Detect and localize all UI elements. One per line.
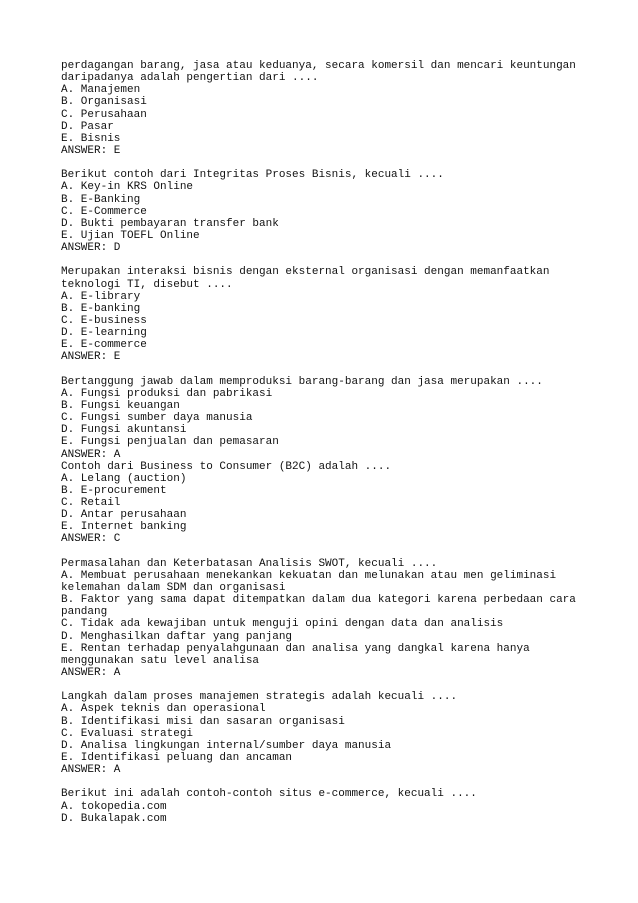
answer-option: D. Antar perusahaan [61,509,187,522]
question-stem-line: teknologi TI, disebut .... [61,278,233,291]
answer-option: E. Fungsi penjualan dan pemasaran [61,436,279,449]
question-stem-line: Berikut contoh dari Integritas Proses Bisnis, kecuali .... [61,169,444,182]
answer-option: D. Pasar [61,120,114,133]
answer-option: D. Menghasilkan daftar yang panjang [61,630,293,643]
question-block [61,558,581,679]
answer-option: B. Faktor yang sama dapat ditempatkan dalam dua kategori karena perbedaan cara [61,594,576,607]
answer-option: E. Identifikasi peluang dan ancaman [61,752,293,765]
answer-option: B. Organisasi [61,96,147,109]
question-block [61,376,581,461]
answer-option: C. Perusahaan [61,108,147,121]
answer-option: B. E-Banking [61,193,141,206]
answer-option: D. Bukti pembayaran transfer bank [61,217,279,230]
answer-option: B. Identifikasi misi dan sasaran organisasi [61,715,345,728]
question-stem-line: Contoh dari Business to Consumer (B2C) adalah .... [61,460,392,473]
answer-option: A. E-library [61,290,141,303]
question-stem-line: daripadanya adalah pengertian dari .... [61,72,319,85]
answer-key: ANSWER: E [61,144,121,157]
question-block [61,60,581,157]
question-block [61,266,581,363]
answer-option: A. Membuat perusahaan menekankan kekuatan dan melunakan atau men geliminasi [61,569,557,582]
answer-key: ANSWER: A [61,667,121,680]
answer-option: E. Internet banking [61,521,187,534]
question-stem-line: Langkah dalam proses manajemen strategis adalah kecuali .... [61,691,458,704]
answer-option: E. Ujian TOEFL Online [61,229,200,242]
answer-option: D. Fungsi akuntansi [61,424,187,437]
question-block [61,691,581,776]
question-block [61,169,581,254]
answer-option: C. E-Commerce [61,205,147,218]
answer-option: D. E-learning [61,327,147,340]
question-stem-line: perdagangan barang, jasa atau keduanya, secara komersil dan mencari keuntungan [61,60,576,72]
answer-option: A. Key-in KRS Online [61,181,194,194]
answer-option: A. tokopedia.com [61,800,167,813]
answer-option: D. Analisa lingkungan internal/sumber daya manusia [61,739,392,752]
answer-option: E. Rentan terhadap penyalahgunaan dan analisa yang dangkal karena hanya [61,642,530,655]
question-stem-line: Merupakan interaksi bisnis dengan eksternal organisasi dengan memanfaatkan [61,266,550,279]
answer-option: E. E-commerce [61,339,147,352]
answer-key: ANSWER: A [61,764,121,777]
answer-option: B. E-banking [61,302,141,315]
answer-option: C. Retail [61,497,121,510]
question-stem-line: Permasalahan dan Keterbatasan Analisis SWOT, kecuali .... [61,557,438,570]
answer-option: pandang [61,606,108,619]
quiz-content [61,60,581,837]
answer-key: ANSWER: A [61,448,121,461]
answer-option: C. E-business [61,314,147,327]
answer-key: ANSWER: D [61,242,121,255]
answer-key: ANSWER: C [61,533,121,546]
answer-option: B. E-procurement [61,484,167,497]
answer-option: C. Fungsi sumber daya manusia [61,412,253,425]
question-stem-line: Berikut ini adalah contoh-contoh situs e-commerce, kecuali .... [61,788,477,801]
answer-option: C. Tidak ada kewajiban untuk menguji opini dengan data dan analisis [61,618,504,631]
answer-option: menggunakan satu level analisa [61,654,260,667]
answer-option: C. Evaluasi strategi [61,727,194,740]
answer-option: A. Manajemen [61,84,141,97]
answer-option: B. Fungsi keuangan [61,399,180,412]
question-block [61,788,581,824]
answer-option: A. Fungsi produksi dan pabrikasi [61,387,273,400]
answer-option: E. Bisnis [61,132,121,145]
answer-option: A. Aspek teknis dan operasional [61,703,266,716]
answer-option: A. Lelang (auction) [61,472,187,485]
question-block [61,461,581,546]
answer-option: D. Bukalapak.com [61,812,167,825]
answer-key: ANSWER: E [61,351,121,364]
answer-option: kelemahan dalam SDM dan organisasi [61,582,286,595]
question-stem-line: Bertanggung jawab dalam memproduksi barang-barang dan jasa merupakan .... [61,375,543,388]
